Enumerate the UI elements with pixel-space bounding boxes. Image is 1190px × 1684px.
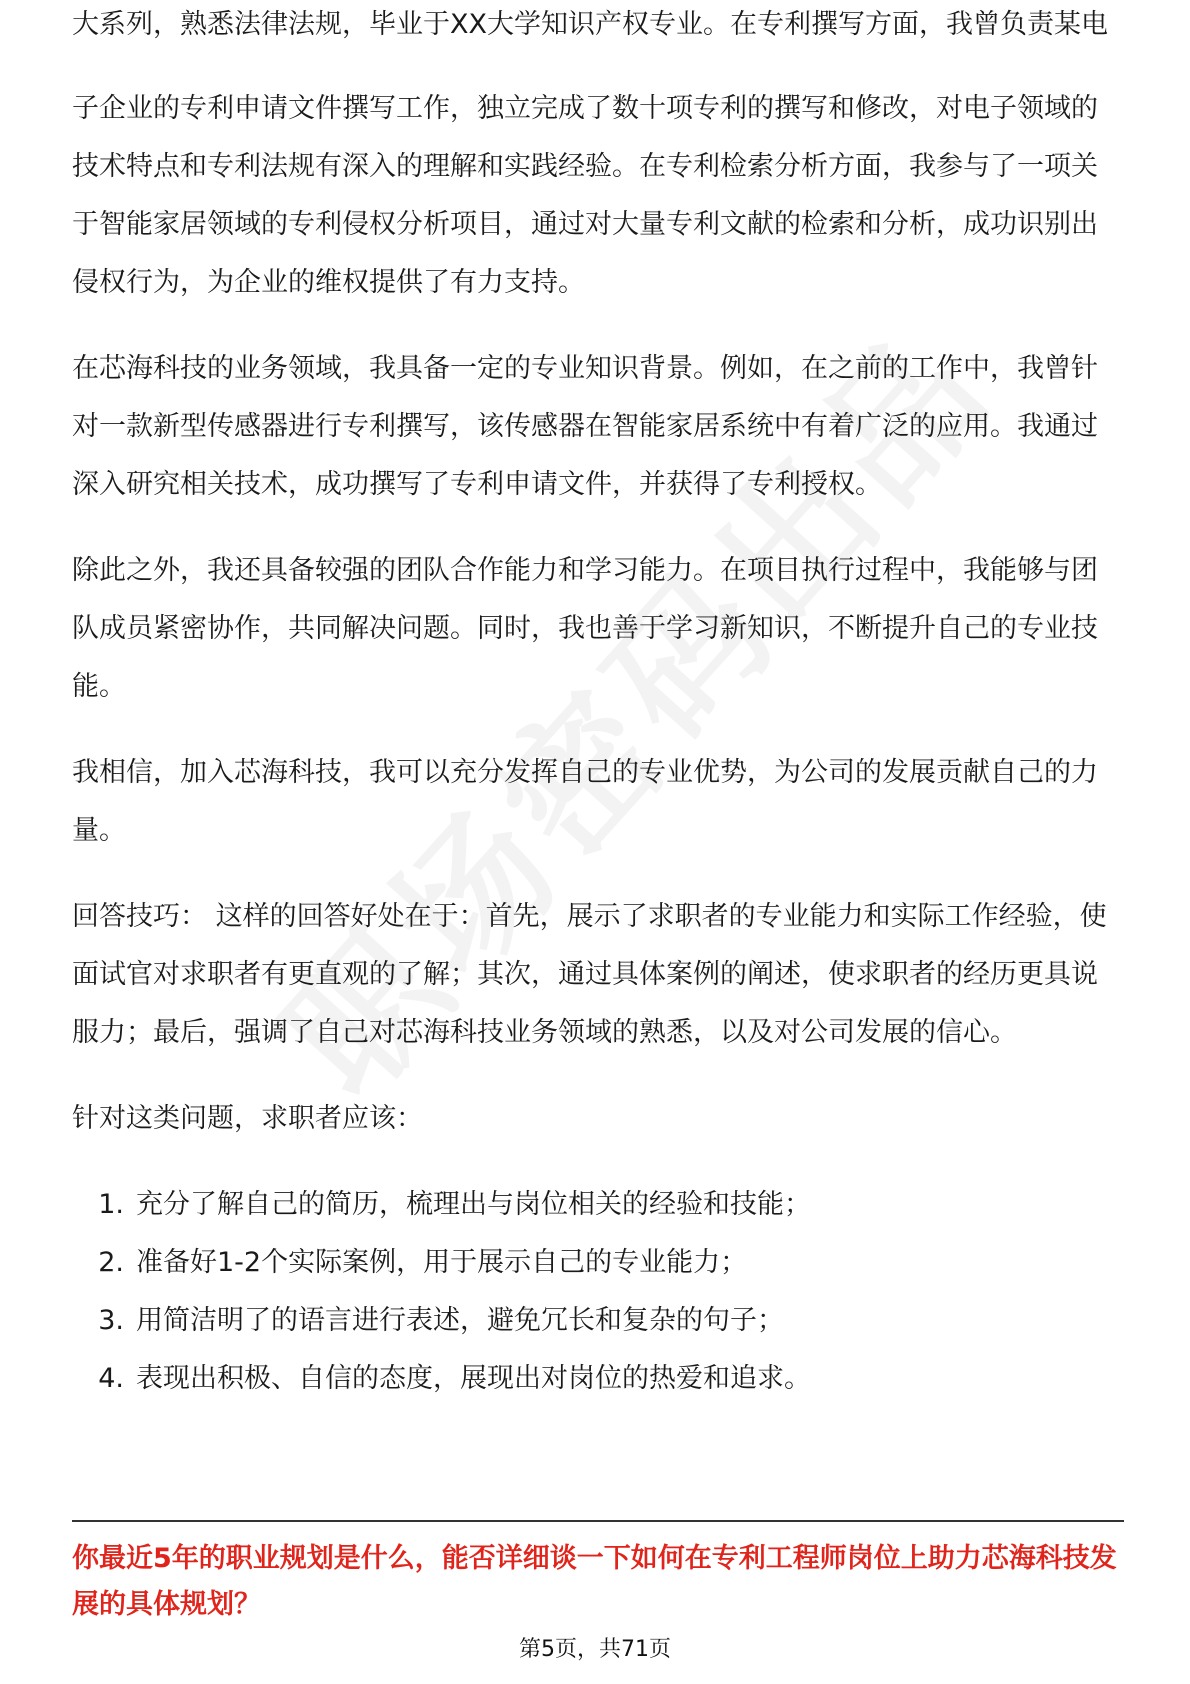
answer-body [72,80,1122,1408]
list-item: 4. 表现出积极、自信的态度，展现出对岗位的热爱和追求。 [98,1363,811,1394]
partial-text-line: 大系列，熟悉法律法规，毕业于XX大学知识产权专业。在专利撰写方面，我曾负责某电 [72,9,1108,40]
advice-list [72,1176,1122,1408]
paragraph-tips: 回答技巧： 这样的回答好处在于：首先，展示了求职者的专业能力和实际工作经验，使面试官对求职者有更直观的了解；其次，通过具体案例的阐述，使求职者的经历更具说服力；最后，强调了自己对芯海科技业务领域的熟悉，以及对公司发展的信心。 [72,901,1107,1048]
paragraph-domain: 在芯海科技的业务领域，我具备一定的专业知识背景。例如，在之前的工作中，我曾针对一款新型传感器进行专利撰写，该传感器在智能家居系统中有着广泛的应用。我通过深入研究相关技术，成功撰写了专利申请文件，并获得了专利授权。 [72,353,1098,500]
list-item: 1. 充分了解自己的简历，梳理出与岗位相关的经验和技能； [98,1189,811,1220]
paragraph-advice-intro: 针对这类问题，求职者应该： [72,1103,423,1134]
paragraph-teamwork: 除此之外，我还具备较强的团队合作能力和学习能力。在项目执行过程中，我能够与团队成员紧密协作，共同解决问题。同时，我也善于学习新知识，不断提升自己的专业技能。 [72,555,1098,702]
next-question-heading: 你最近5年的职业规划是什么，能否详细谈一下如何在专利工程师岗位上助力芯海科技发展的具体规划？ [72,1543,1117,1620]
paragraph-conclusion: 我相信，加入芯海科技，我可以充分发挥自己的专业优势，为公司的发展贡献自己的力量。 [72,757,1098,846]
list-item: 2. 准备好1-2个实际案例，用于展示自己的专业能力； [98,1247,748,1278]
paragraph-experience: 子企业的专利申请文件撰写工作，独立完成了数十项专利的撰写和修改，对电子领域的技术特点和专利法规有深入的理解和实践经验。在专利检索分析方面，我参与了一项关于智能家居领域的专利侵权分析项目，通过对大量专利文献的检索和分析，成功识别出侵权行为，为企业的维权提供了有力支持。 [72,93,1098,298]
list-item: 3. 用简洁明了的语言进行表述，避免冗长和复杂的句子； [98,1305,784,1336]
section-divider [72,1520,1124,1522]
page-number: 第5页，共71页 [519,1637,671,1662]
